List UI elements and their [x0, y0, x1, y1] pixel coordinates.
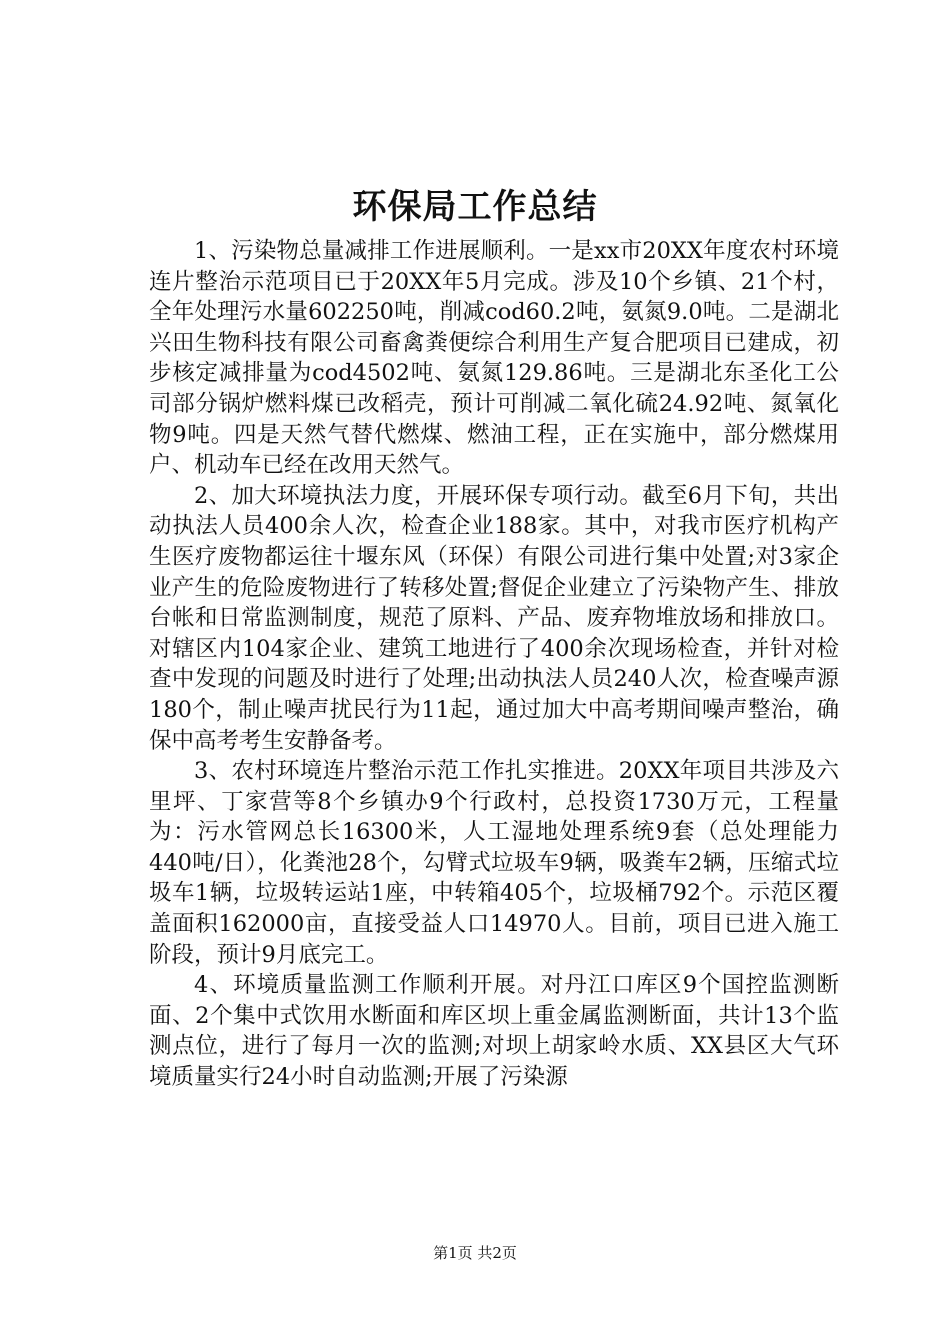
paragraph-1: 1、污染物总量减排工作进展顺利。一是xx市20XX年度农村环境连片整治示范项目已于20XX年5月完成。涉及10个乡镇、21个村，全年处理污水量602250吨，削减cod60.2吨，氨氮9.0吨。二是湖北兴田生物科技有限公司畜禽粪便综合利用生产复合肥项目已建成，初步核定减排量为cod4502吨、氨氮129.86吨。三是湖北东圣化工公司部分锅炉燃料煤已改稻壳，预计可削减二氧化硫24.92吨、氮氧化物9吨。四是天然气替代燃煤、燃油工程，正在实施中，部分燃煤用户、机动车已经在改用天然气。 — [149, 238, 839, 479]
document-body — [149, 236, 839, 1093]
page-number-footer: 第1页 共2页 — [433, 1244, 517, 1262]
paragraph-3: 3、农村环境连片整治示范工作扎实推进。20XX年项目共涉及六里坪、丁家营等8个乡镇办9个行政村，总投资1730万元，工程量为：污水管网总长16300米，人工湿地处理系统9套（总处理能力440吨/日），化粪池28个，勾臂式垃圾车9辆，吸粪车2辆，压缩式垃圾车1辆，垃圾转运站1座，中转箱405个，垃圾桶792个。示范区覆盖面积162000亩，直接受益人口14970人。目前，项目已进入施工阶段，预计9月底完工。 — [149, 758, 839, 968]
paragraph-4: 4、环境质量监测工作顺利开展。对丹江口库区9个国控监测断面、2个集中式饮用水断面和库区坝上重金属监测断面，共计13个监测点位，进行了每月一次的监测;对坝上胡家岭水质、XX县区大气环境质量实行24小时自动监测;开展了污染源 — [149, 972, 839, 1091]
paragraph-2: 2、加大环境执法力度，开展环保专项行动。截至6月下旬，共出动执法人员400余人次，检查企业188家。其中，对我市医疗机构产生医疗废物都运往十堰东风（环保）有限公司进行集中处置;对3家企业产生的危险废物进行了转移处置;督促企业建立了污染物产生、排放台帐和日常监测制度，规范了原料、产品、废弃物堆放场和排放口。对辖区内104家企业、建筑工地进行了400余次现场检查，并针对检查中发现的问题及时进行了处理;出动执法人员240人次，检查噪声源180个，制止噪声扰民行为11起，通过加大中高考期间噪声整治，确保中高考考生安静备考。 — [149, 482, 839, 754]
page-title: 环保局工作总结 — [352, 187, 598, 227]
